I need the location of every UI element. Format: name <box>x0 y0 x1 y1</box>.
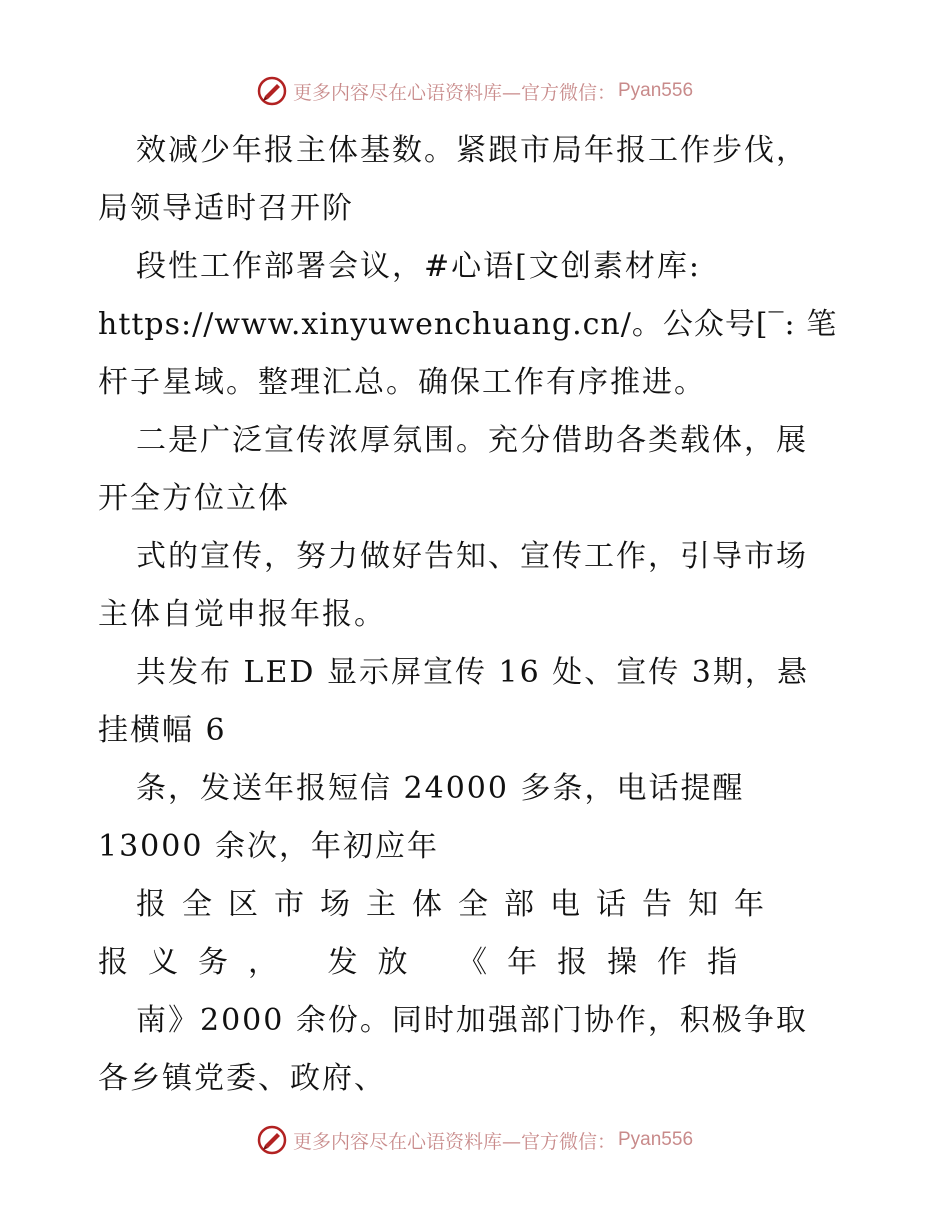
watermark-brand: Pyan556 <box>618 1129 694 1150</box>
text-line: 主体自觉申报年报。 <box>98 597 386 632</box>
document-body <box>98 122 858 1108</box>
text-line: 效减少年报主体基数。紧跟市局年报工作步伐， <box>136 133 808 168</box>
text-line: 开全方位立体 <box>98 481 290 516</box>
header-watermark <box>0 73 950 109</box>
text-line: 局领导适时召开阶 <box>98 191 354 226</box>
text-line: 13000 余次，年初应年 <box>98 829 439 864</box>
text-line: https://www.xinyuwenchuang.cn/。公众号[‾: 笔 <box>98 307 838 342</box>
text-line: 段性工作部署会议，#心语[文创素材库: <box>136 249 701 284</box>
watermark-text: 更多内容尽在心语资料库—官方微信： <box>292 81 616 104</box>
text-line: 报全区市场主体全部电话告知年 <box>136 887 780 922</box>
text-line: 条，发送年报短信 24000 多条，电话提醒 <box>136 771 745 806</box>
watermark-text: 更多内容尽在心语资料库—官方微信： <box>292 1130 616 1153</box>
brand-logo-icon <box>257 1125 287 1155</box>
text-line: 各乡镇党委、政府、 <box>98 1061 386 1096</box>
brand-logo-icon <box>257 76 287 106</box>
text-line: 式的宣传，努力做好告知、宣传工作，引导市场 <box>136 539 808 574</box>
text-line: 杆子星域。整理汇总。确保工作有序推进。 <box>98 365 706 400</box>
text-line: 挂横幅 6 <box>98 713 227 748</box>
text-line: 报义务， 发放 《年报操作指 <box>98 945 758 980</box>
text-line: 二是广泛宣传浓厚氛围。充分借助各类载体，展 <box>136 423 808 458</box>
watermark-brand: Pyan556 <box>618 80 694 101</box>
text-line: 共发布 LED 显示屏宣传 16 处、宣传 3期，悬 <box>136 655 809 690</box>
text-line: 南》2000 余份。同时加强部门协作，积极争取 <box>136 1003 808 1038</box>
footer-watermark <box>0 1122 950 1158</box>
